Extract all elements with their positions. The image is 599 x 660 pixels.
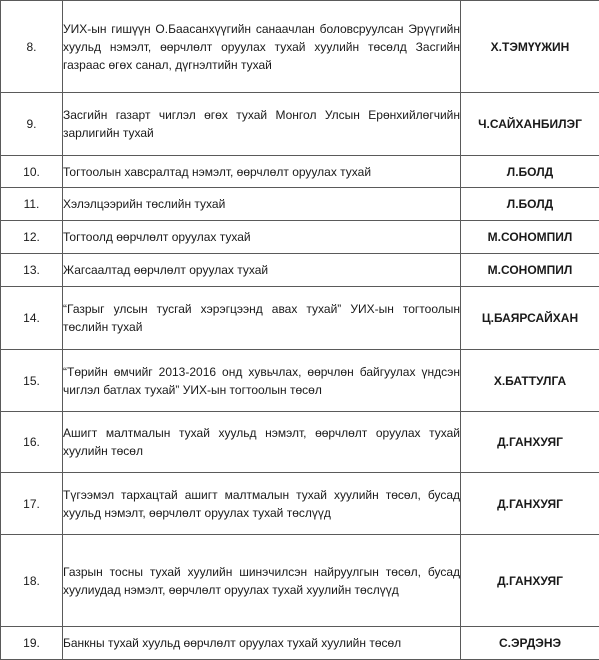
row-number: 14. xyxy=(1,287,63,350)
row-responsible: Х.ТЭМҮҮЖИН xyxy=(461,1,599,93)
row-responsible: С.ЭРДЭНЭ xyxy=(461,627,599,660)
row-number: 10. xyxy=(1,156,63,188)
row-responsible: Д.ГАНХУЯГ xyxy=(461,473,599,535)
row-description: Банкны тухай хуульд өөрчлөлт оруулах тухай хуулийн төсөл xyxy=(63,627,461,660)
row-description: Түгээмэл тархацтай ашигт малтмалын тухай хуулийн төсөл, бусад хуульд нэмэлт, өөрчлөлт оруулах тухай төслүүд xyxy=(63,473,461,535)
row-responsible: Д.ГАНХУЯГ xyxy=(461,535,599,627)
row-description: Засгийн газарт чиглэл өгөх тухай Монгол Улсын Ерөнхийлөгчийн зарлигийн тухай xyxy=(63,93,461,156)
table-row xyxy=(1,350,599,412)
row-responsible: Ц.БАЯРСАЙХАН xyxy=(461,287,599,350)
row-number: 11. xyxy=(1,188,63,221)
row-description: Тогтоолд өөрчлөлт оруулах тухай xyxy=(63,221,461,254)
table-row xyxy=(1,1,599,93)
table-row xyxy=(1,156,599,188)
table-row xyxy=(1,188,599,221)
row-number: 17. xyxy=(1,473,63,535)
row-number: 16. xyxy=(1,412,63,473)
row-number: 8. xyxy=(1,1,63,93)
row-description: “Төрийн өмчийг 2013-2016 онд хувьчлах, өөрчлөн байгуулах үндсэн чиглэл батлах тухай” УИХ-ын тогтоолын төсөл xyxy=(63,350,461,412)
table-row xyxy=(1,535,599,627)
table-row xyxy=(1,473,599,535)
table-row xyxy=(1,221,599,254)
row-number: 15. xyxy=(1,350,63,412)
row-description: Хэлэлцээрийн төслийн тухай xyxy=(63,188,461,221)
row-responsible: М.СОНОМПИЛ xyxy=(461,221,599,254)
row-number: 18. xyxy=(1,535,63,627)
row-description: Тогтоолын хавсралтад нэмэлт, өөрчлөлт оруулах тухай xyxy=(63,156,461,188)
row-description: Ашигт малтмалын тухай хуульд нэмэлт, өөрчлөлт оруулах тухай хуулийн төсөл xyxy=(63,412,461,473)
row-description: Жагсаалтад өөрчлөлт оруулах тухай xyxy=(63,254,461,287)
row-responsible: Ч.САЙХАНБИЛЭГ xyxy=(461,93,599,156)
row-description: Газрын тосны тухай хуулийн шинэчилсэн найруулгын төсөл, бусад хуулиудад нэмэлт, өөрчлөлт оруулах тухай хуулийн төслүүд xyxy=(63,535,461,627)
table-row xyxy=(1,93,599,156)
table-row xyxy=(1,412,599,473)
row-responsible: Д.ГАНХУЯГ xyxy=(461,412,599,473)
row-responsible: Л.БОЛД xyxy=(461,188,599,221)
row-number: 19. xyxy=(1,627,63,660)
row-description: “Газрыг улсын тусгай хэрэгцээнд авах тухай” УИХ-ын тогтоолын төслийн тухай xyxy=(63,287,461,350)
row-responsible: Х.БАТТУЛГА xyxy=(461,350,599,412)
table-row xyxy=(1,287,599,350)
row-number: 13. xyxy=(1,254,63,287)
row-responsible: М.СОНОМПИЛ xyxy=(461,254,599,287)
row-description: УИХ-ын гишүүн О.Баасанхүүгийн санаачлан боловсруулсан Эрүүгийн хуульд нэмэлт, өөрчлөлт оруулах тухай хуулийн төсөлд Засгийн газраас өгөх санал, дүгнэлтийн тухай xyxy=(63,1,461,93)
row-number: 12. xyxy=(1,221,63,254)
row-number: 9. xyxy=(1,93,63,156)
table-row xyxy=(1,627,599,660)
table-row xyxy=(1,254,599,287)
row-responsible: Л.БОЛД xyxy=(461,156,599,188)
